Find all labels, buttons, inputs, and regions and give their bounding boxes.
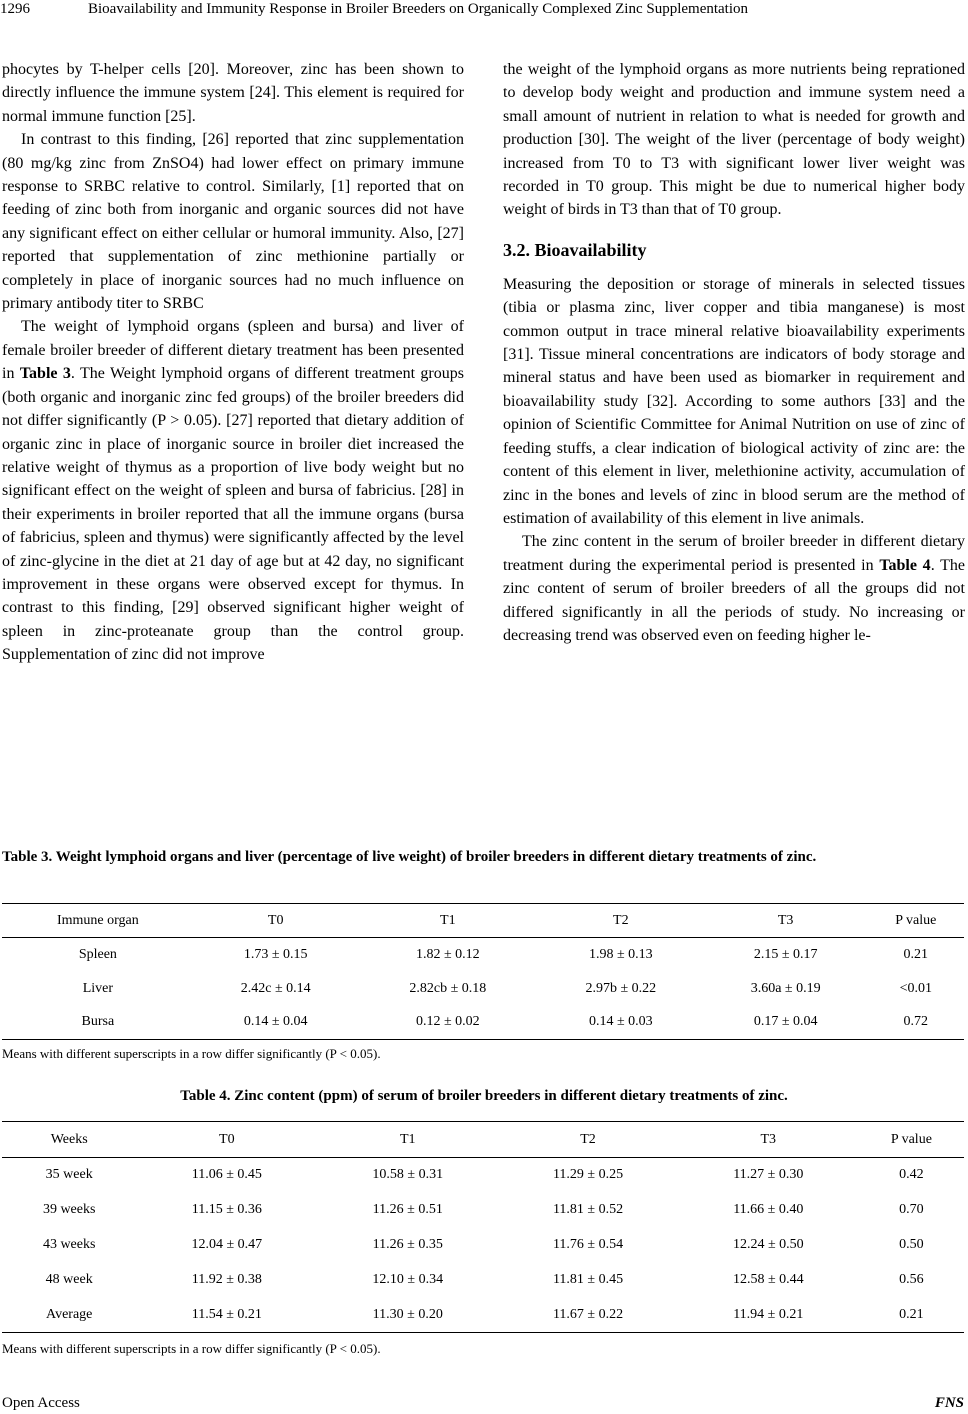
table-4-header-cell: P value (890, 1131, 932, 1147)
table-cell: 12.58 ± 0.44 (732, 1272, 804, 1287)
table-cell: 2.97b ± 0.22 (585, 980, 657, 996)
section-title: 3.2. Bioavailability (503, 239, 647, 260)
footer-journal-abbrev: FNS (934, 1395, 964, 1411)
table-cell: 11.29 ± 0.25 (552, 1167, 624, 1183)
table-3-header-cell: P value (895, 912, 937, 928)
table-3-reference: Table 3 (19, 365, 71, 383)
table-row (2, 1263, 964, 1298)
table-row (2, 938, 964, 972)
table-cell: 0.14 ± 0.04 (243, 1014, 308, 1030)
table-4-caption: Table 4. Zinc content (ppm) of serum of broiler breeders in different dietary treatments of zinc. (180, 1088, 788, 1104)
table-cell: 11.67 ± 0.22 (552, 1306, 624, 1322)
right-column (503, 58, 965, 647)
table-cell: <0.01 (899, 980, 932, 996)
table-cell: 11.54 ± 0.21 (191, 1306, 262, 1322)
left-column (2, 58, 464, 667)
right-paragraph-3-rest: . The zinc content of serum of broiler breeders of all the groups did not differed significantly in all the periods of study. No increasing or decreasing trend was observed even on feeding higher le- (503, 556, 965, 644)
table-row (2, 1006, 964, 1040)
table-cell: 1.73 ± 0.15 (243, 946, 308, 962)
table-cell: Average (46, 1306, 93, 1322)
table-cell: 35 week (45, 1167, 93, 1183)
left-paragraph-3-start: The weight of lymphoid organs (spleen and bursa) and liver of female broiler breeder of different dietary treatment has been presented in (2, 318, 464, 383)
table-3-header-cell: T2 (613, 912, 629, 928)
table-cell: 12.04 ± 0.47 (191, 1237, 263, 1252)
table-cell: 2.42c ± 0.14 (240, 980, 311, 996)
table-3-header-row (2, 904, 964, 938)
table-3-header-cell: T1 (440, 912, 456, 928)
table-cell: 2.82cb ± 0.18 (409, 980, 487, 996)
table-row (2, 1158, 964, 1193)
table-cell: 0.17 ± 0.04 (753, 1014, 818, 1030)
table-cell: 11.30 ± 0.20 (372, 1306, 443, 1322)
table-cell: 11.81 ± 0.52 (552, 1202, 624, 1217)
table-row (2, 972, 964, 1006)
table-cell: 0.21 (899, 1306, 924, 1322)
table-4-reference: Table 4 (879, 556, 931, 574)
table-3-header-cell: Immune organ (56, 912, 139, 928)
left-paragraph-1: phocytes by T-helper cells [20]. Moreover, zinc has been shown to directly influence the immune system [24]. This element is required for normal immune function [25]. (2, 61, 464, 125)
table-cell: 1.98 ± 0.13 (588, 946, 653, 962)
table-4-note: Means with different superscripts in a row differ significantly (P < 0.05). (2, 1341, 381, 1356)
table-cell: Spleen (78, 946, 117, 962)
page-number: 1296 (0, 1, 30, 17)
table-cell: 1.82 ± 0.12 (415, 946, 480, 962)
table-3-header-cell: T0 (267, 912, 284, 928)
table-cell: 11.76 ± 0.54 (552, 1237, 624, 1252)
table-cell: 10.58 ± 0.31 (372, 1167, 444, 1183)
table-cell: 12.24 ± 0.50 (732, 1237, 804, 1252)
table-cell: Bursa (81, 1014, 115, 1030)
table-3-caption: Table 3. Weight lymphoid organs and liver (percentage of live weight) of broiler breeders in different dietary treatments of zinc. (2, 849, 817, 865)
footer-open-access: Open Access (2, 1395, 80, 1411)
table-cell: 11.15 ± 0.36 (191, 1202, 262, 1217)
running-title: Bioavailability and Immunity Response in Broiler Breeders on Organically Complexed Zinc Supplementation (88, 1, 749, 17)
table-cell: 0.70 (899, 1202, 924, 1217)
left-paragraph-3-rest: . The Weight lymphoid organs of different treatment groups (both organic and inorganic zinc fed groups) of the broiler breeders did not differ significantly (P > 0.05). [27] reported that dietary addition of organic zinc in place of inorganic source in broiler diet increased the relative weight of thymus as a proportion of live body weight but no significant effect on the weight of spleen and bursa of fabricius. [28] in their experiments in broiler reported that all the immune organs (bursa of fabricius, spleen and thymus) were significantly affected by the level of zinc-glycine in the diet at 21 day of age but at 42 day, no significant improvement in these organs were observed except for thymus. In contrast to this finding, [29] observed significant higher weight of spleen in zinc-proteanate group than the control group. Supplementation of zinc did not improve (2, 365, 464, 664)
table-cell: 0.50 (899, 1237, 924, 1252)
table-cell: 11.81 ± 0.45 (552, 1272, 624, 1287)
table-cell: 0.42 (899, 1167, 924, 1183)
table-cell: 3.60a ± 0.19 (750, 980, 821, 996)
table-row (2, 1193, 964, 1228)
table-cell: Liver (82, 980, 114, 996)
table-cell: 11.26 ± 0.35 (372, 1237, 443, 1252)
left-paragraph-3 (2, 315, 464, 666)
right-paragraph-3 (503, 530, 965, 647)
table-cell: 39 weeks (42, 1202, 96, 1217)
right-paragraph-2: Measuring the deposition or storage of minerals in selected tissues (tibia or plasma zinc, liver copper and tibia manganese) is most common output in trace mineral relative bioavailability experiments [31]. Tissue mineral concentrations are indicators of body storage and mineral status and have been used as biomarker in requirement and bioavailability study [32]. According to some authors [33] and the opinion of Scientific Committee for Animal Nutrition on use of zinc of feeding stuffs, a clear indication of biological activity of zinc are: the content of this element in liver, melethionine activity, accumulation of zinc in the bones and levels of zinc in blood serum are the method of estimation of availability of this element in live animals. (503, 275, 965, 527)
page-header (0, 0, 968, 28)
table-cell: 11.92 ± 0.38 (191, 1272, 262, 1287)
table-row (2, 1228, 964, 1263)
table-cell: 0.72 (903, 1014, 929, 1030)
left-paragraph-2: In contrast to this finding, [26] reported that zinc supplementation (80 mg/kg zinc from ZnSO4) had lower effect on primary immune response to SRBC relative to control. Similarly, [1] reported that on feeding of zinc both from inorganic and organic sources did not have any significant effect on either cellular or humoral immunity. Also, [27] reported that supplementation of zinc methionine partially or completely in place of inorganic sources had no much influence on primary antibody titer to SRBC (2, 131, 464, 313)
table-cell: 48 week (45, 1272, 93, 1287)
table-4-header-cell: T3 (760, 1131, 777, 1147)
table-4-header-cell: T1 (399, 1131, 416, 1147)
table-cell: 11.94 ± 0.21 (733, 1306, 804, 1322)
table-3-note: Means with different superscripts in a row differ significantly (P < 0.05). (2, 1046, 381, 1061)
table-cell: 0.21 (903, 946, 929, 962)
table-cell: 2.15 ± 0.17 (753, 946, 818, 962)
table-cell: 11.06 ± 0.45 (191, 1167, 262, 1183)
table-cell: 43 weeks (42, 1237, 96, 1252)
table-4 (2, 1121, 964, 1333)
table-4-header-row (2, 1122, 964, 1158)
right-paragraph-1: the weight of the lymphoid organs as more nutrients being reprationed to develop body weight and production and immune system need a small amount of nutrient in relation to what is needed for growth and production [30]. The weight of the liver (percentage of body weight) increased from T0 to T3 with significant lower liver weight was recorded in T0 group. This might be due to numerical higher body weight of birds in T3 than that of T0 group. (503, 61, 965, 219)
table-4-header-cell: T2 (580, 1131, 596, 1147)
table-4-header-cell: T0 (219, 1131, 235, 1147)
table-cell: 11.27 ± 0.30 (733, 1167, 804, 1183)
table-cell: 0.56 (899, 1272, 924, 1287)
table-cell: 0.14 ± 0.03 (588, 1014, 653, 1030)
table-cell: 11.66 ± 0.40 (733, 1202, 804, 1217)
table-3-header-cell: T3 (777, 912, 794, 928)
table-4-header-cell: Weeks (50, 1131, 88, 1147)
table-3 (2, 903, 964, 1040)
table-row (2, 1298, 964, 1333)
right-paragraph-3-start: The zinc content in the serum of broiler breeder in different dietary treatment during the experimental period is presented in (503, 533, 965, 574)
table-cell: 11.26 ± 0.51 (372, 1202, 443, 1217)
table-cell: 12.10 ± 0.34 (372, 1272, 444, 1287)
table-cell: 0.12 ± 0.02 (415, 1014, 480, 1030)
